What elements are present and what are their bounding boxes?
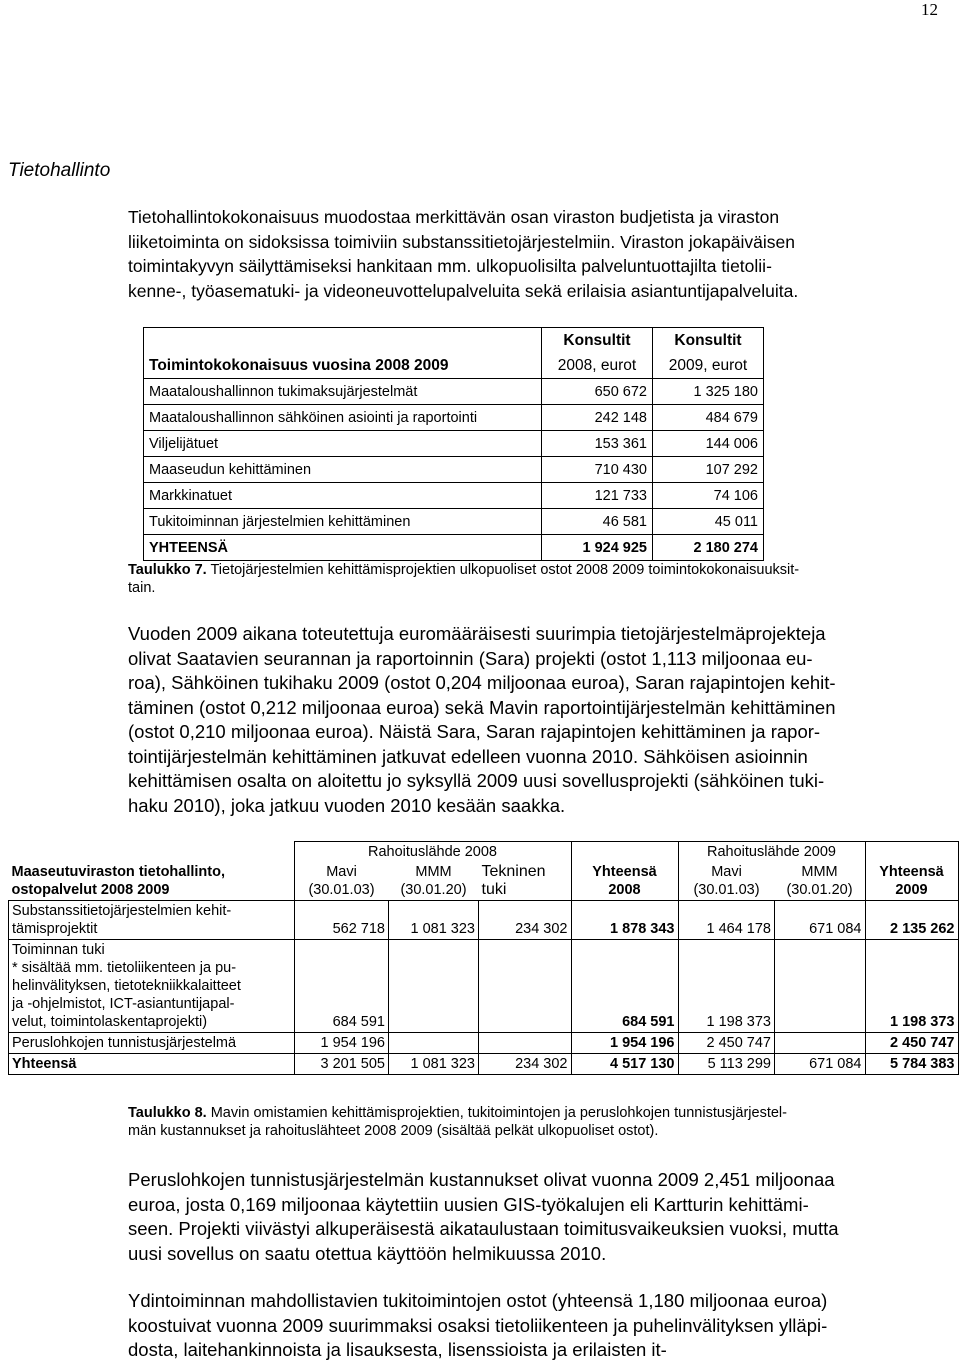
row-label: Viljelijätuet [144,431,542,457]
header-tekninen-tuki [479,862,572,901]
table7-caption [128,561,948,597]
table-row [9,1033,959,1054]
header-line: Yhteensä [592,864,657,880]
text-line: Vuoden 2009 aikana toteutettuja euromääräisesti suurimpia tietojärjestelmäprojekteja [128,623,826,644]
header-mmm-2008 [389,862,479,901]
header-total-2008 [571,842,678,901]
page-number: 12 [921,0,938,19]
label-line: tämisprojektit [12,921,98,937]
text-line: koostuivat vuonna 2009 suurimmaksi osaksi tietoliikenteen ja puhelinvälityksen ylläpi- [128,1314,828,1336]
header-line: (30.01.20) [400,882,467,898]
value-cell: 671 084 [775,901,866,940]
header-line: Tekninen [481,863,546,880]
value-cell: 1 325 180 [653,379,764,405]
table-row [144,431,764,457]
table-row [144,509,764,535]
value-cell: 2 180 274 [653,535,764,561]
value-cell: 1 198 373 [865,940,958,1033]
header-line: tuki [481,881,507,898]
row-label: Maataloushallinnon tukimaksujärjestelmät [144,379,542,405]
header-line: 2008 [608,882,641,898]
empty-cell [9,842,295,863]
row-label: Tukitoiminnan järjestelmien kehittäminen [144,509,542,535]
text-line: Tietohallintokokonaisuus muodostaa merkittävän osan viraston budjetista ja viraston [128,207,780,227]
header-cell: 2009, eurot [653,353,764,379]
caption-label: Taulukko 7. [128,562,207,578]
header-line: Yhteensä [879,864,944,880]
table-row [9,901,959,940]
group-header-2008: Rahoituslähde 2008 [294,842,571,863]
value-cell: 671 084 [775,1054,866,1075]
value-cell: 650 672 [542,379,653,405]
corner-header [9,862,295,901]
value-cell [775,940,866,1033]
header-mavi-2008 [294,862,389,901]
table-row [144,379,764,405]
header-mavi-2009 [678,862,775,901]
row-label [9,940,295,1033]
funding-sources-table [8,841,959,1075]
header-line: (30.01.03) [308,882,375,898]
header-cell: Konsultit [542,328,653,354]
table-row [144,483,764,509]
table8-caption [128,1104,948,1140]
table-group-header-row [9,842,959,863]
value-cell: 710 430 [542,457,653,483]
text-line: kehittämisen osalta on aloitettu jo syksyllä 2009 uusi sovellusprojekti (sähköinen tuki- [128,770,825,791]
value-cell: 2 135 262 [865,901,958,940]
header-cell: 2008, eurot [542,353,653,379]
header-line: Mavi [326,864,357,880]
label-line: velut, toimintolaskentaprojekti) [12,1014,208,1030]
value-cell: 153 361 [542,431,653,457]
text-line: euroa, josta 0,169 miljoonaa käytettiin uusien GIS-työkalujen eli Kartturin kehittämi- [128,1193,809,1215]
text-line: uusi sovellus on saatu otettua käyttöön helmikuussa 2010. [128,1242,607,1264]
value-cell: 1 081 323 [389,901,479,940]
value-cell [479,940,572,1033]
header-line: (30.01.03) [693,882,760,898]
text-line: liiketoiminta on sidoksissa toimiviin substanssitietojärjestelmiin. Viraston jokapäiväisen [128,231,795,252]
value-cell: 562 718 [294,901,389,940]
value-cell: 1 464 178 [678,901,775,940]
header-mmm-2009 [775,862,866,901]
value-cell: 121 733 [542,483,653,509]
body-paragraph-3 [128,1168,938,1266]
value-cell [775,1033,866,1054]
row-label: Maaseudun kehittäminen [144,457,542,483]
intro-paragraph [128,205,943,303]
value-cell: 107 292 [653,457,764,483]
caption-label: Taulukko 8. [128,1105,207,1121]
header-cell: Toimintokokonaisuus vuosina 2008 2009 [144,353,542,379]
header-line: MMM [801,864,838,880]
row-label: Markkinatuet [144,483,542,509]
group-header-2009: Rahoituslähde 2009 [678,842,865,863]
value-cell: 234 302 [479,901,572,940]
body-paragraph-2 [128,622,938,818]
value-cell: 2 450 747 [678,1033,775,1054]
row-label [9,1033,295,1054]
header-line: Maaseutuviraston tietohallinto, [11,864,225,880]
row-label: YHTEENSÄ [144,535,542,561]
header-cell: Konsultit [653,328,764,354]
value-cell: 684 591 [571,940,678,1033]
header-cell [144,328,542,354]
value-cell: 46 581 [542,509,653,535]
label-line: * sisältää mm. tietoliikenteen ja pu- [12,960,237,976]
row-label [9,901,295,940]
value-cell: 74 106 [653,483,764,509]
table-total-row [9,1054,959,1075]
caption-text: Mavin omistamien kehittämisprojektien, tukitoimintojen ja peruslohkojen tunnistusjärjestel- [206,1105,787,1121]
header-line: MMM [415,864,452,880]
value-cell: 484 679 [653,405,764,431]
table-header-row [144,353,764,379]
row-label: Yhteensä [9,1054,295,1075]
value-cell: 1 954 196 [571,1033,678,1054]
value-cell: 242 148 [542,405,653,431]
text-line: kenne-, työasematuki- ja videoneuvottelupalveluita sekä erilaisia asiantuntijapalveluita. [128,280,799,301]
header-line: ostopalvelut 2008 2009 [11,882,170,898]
value-cell [389,940,479,1033]
row-label: Maataloushallinnon sähköinen asiointi ja raportointi [144,405,542,431]
header-line: Mavi [711,864,742,880]
body-paragraph-4 [128,1289,938,1363]
label-line: helinvälityksen, tietotekniikkalaitteet [12,978,241,994]
header-total-2009 [865,842,958,901]
value-cell: 1 954 196 [294,1033,389,1054]
label-line: ja -ohjelmistot, ICT-asiantuntijapal- [12,996,235,1012]
caption-text: tain. [128,580,156,596]
label-line: Toiminnan tuki [12,942,105,958]
text-line: seen. Projekti viivästyi alkuperäisestä aikataulustaan toimitusvaikeuksien vuoksi, mutta [128,1218,839,1239]
text-line: tointijärjestelmän kehittäminen jatkuvat edelleen vuonna 2010. Sähköisen asioinnin [128,745,808,767]
text-line: täminen (ostot 0,212 miljoonaa euroa) sekä Mavin raportointijärjestelmän kehittäminen [128,696,836,718]
value-cell: 4 517 130 [571,1054,678,1075]
text-line: Peruslohkojen tunnistusjärjestelmän kustannukset olivat vuonna 2009 2,451 miljoonaa [128,1169,835,1190]
caption-text: Tietojärjestelmien kehittämisprojektien ulkopuoliset ostot 2008 2009 toimintokokonaisuuksit- [206,562,800,578]
value-cell: 684 591 [294,940,389,1033]
text-line: haku 2010), joka jatkuu vuoden 2010 kesään saakka. [128,794,566,816]
consultant-costs-table [143,327,764,561]
value-cell: 1 198 373 [678,940,775,1033]
label-line: Peruslohkojen tunnistusjärjestelmä [12,1035,237,1051]
text-line: Ydintoiminnan mahdollistavien tukitoimintojen ostot (yhteensä 1,180 miljoonaa euroa) [128,1290,828,1311]
value-cell: 1 878 343 [571,901,678,940]
text-line: dosta, laitehankinnoista ja lisauksesta, lisenssioista ja erilaisten it- [128,1339,667,1360]
text-line: roa), Sähköinen tukihaku 2009 (ostot 0,204 miljoonaa euroa), Saran rajapintojen kehit- [128,672,836,693]
value-cell [479,1033,572,1054]
header-line: (30.01.20) [786,882,853,898]
table-row [9,940,959,1033]
value-cell: 3 201 505 [294,1054,389,1075]
value-cell: 5 113 299 [678,1054,775,1075]
value-cell [389,1033,479,1054]
value-cell: 2 450 747 [865,1033,958,1054]
value-cell: 1 924 925 [542,535,653,561]
text-line: (ostot 0,210 miljoonaa euroa). Näistä Sara, Saran rajapintojen kehittäminen ja rapor- [128,721,821,742]
table-header-row [144,328,764,354]
value-cell: 45 011 [653,509,764,535]
label-line: Substanssitietojärjestelmien kehit- [12,903,232,919]
text-line: toimintakyvyn säilyttämiseksi hankitaan mm. ulkopuolisilta palveluntuottajilta tietolii- [128,256,772,276]
table-row [144,405,764,431]
value-cell: 5 784 383 [865,1054,958,1075]
caption-text: män kustannukset ja rahoituslähteet 2008 2009 (sisältää pelkät ulkopuoliset ostot). [128,1123,659,1139]
section-title: Tietohallinto [8,160,111,181]
header-line: 2009 [895,882,928,898]
value-cell: 144 006 [653,431,764,457]
table-total-row [144,535,764,561]
value-cell: 234 302 [479,1054,572,1075]
value-cell: 1 081 323 [389,1054,479,1075]
table-row [144,457,764,483]
text-line: olivat Saatavien seurannan ja raportoinnin (Sara) projekti (ostot 1,113 miljoonaa eu- [128,647,813,669]
table-header-row [9,862,959,901]
